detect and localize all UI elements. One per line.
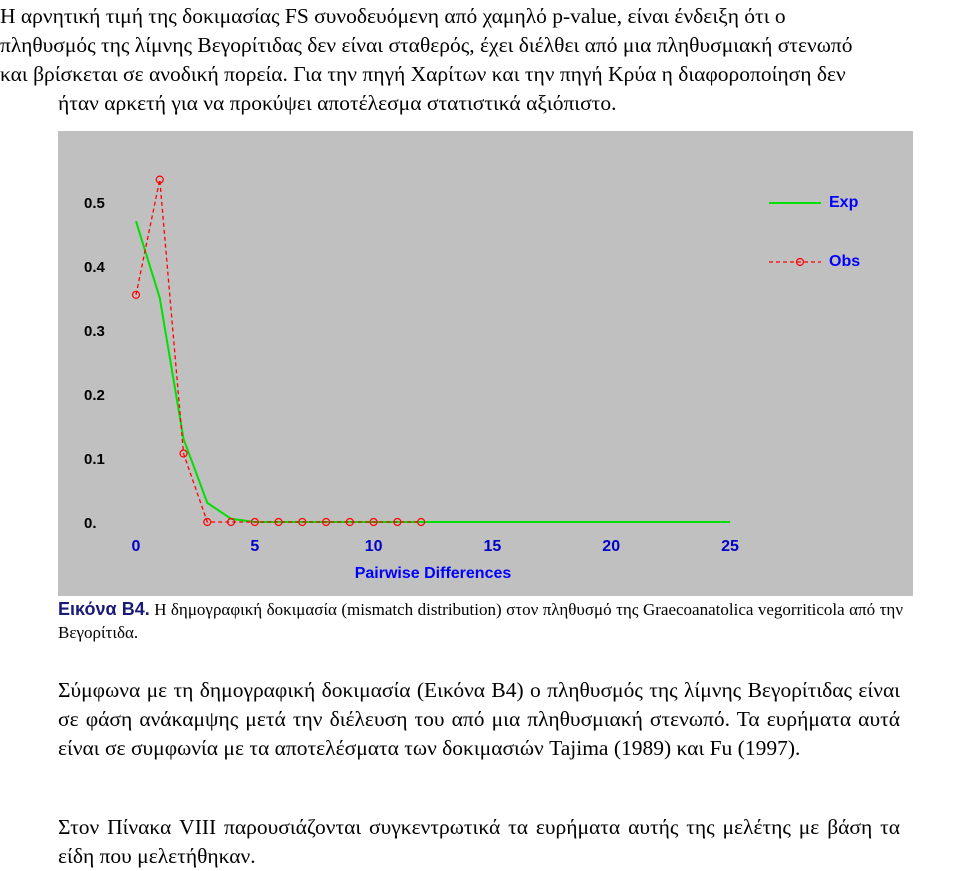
x-tick-label: 5 [250, 538, 260, 555]
intro-line: πληθυσμός της λίμνης Βεγορίτιδας δεν είναι σταθερός, έχει διέλθει από μια πληθυσμιακή στενωπό [0, 33, 853, 57]
legend-exp-label: Exp [829, 194, 859, 211]
y-tick-label: 0.5 [84, 195, 105, 212]
plot-area [125, 161, 740, 525]
y-tick-label: 0. [84, 515, 97, 532]
legend-obs-label: Obs [829, 253, 861, 270]
x-tick-label: 10 [364, 538, 383, 555]
intro-line: και βρίσκεται σε ανοδική πορεία. Για την πηγή Χαρίτων και την πηγή Κρύα η διαφοροποίηση δεν [0, 62, 846, 86]
series-exp-line [136, 221, 730, 522]
intro-line: ήταν αρκετή για να προκύψει αποτέλεσμα στατιστικά αξιόπιστο. [58, 91, 617, 115]
y-tick-label: 0.2 [84, 387, 105, 404]
mismatch-chart [58, 131, 913, 596]
figure-label: Εικόνα Β4. [58, 599, 150, 619]
x-tick-label: 20 [602, 538, 621, 555]
intro-line: Η αρνητική τιμή της δοκιμασίας FS συνοδευόμενη από χαμηλό p-value, είναι ένδειξη ότι ο [0, 4, 786, 28]
y-tick-label: 0.4 [84, 259, 105, 276]
x-tick-label: 0 [131, 538, 141, 555]
results-paragraph: Σύμφωνα με τη δημογραφική δοκιμασία (Εικόνα Β4) ο πληθυσμός της λίμνης Βεγορίτιδας είναι σε φάση ανάκαμψης μετά την διέλευση του από μια πληθυσμιακή στενωπό. Τα ευρήματα αυτά είναι σε συμφωνία με τα αποτελέσματα των δοκιμασιών Tajima (1989) και Fu (1997). [58, 678, 900, 760]
y-tick-label: 0.1 [84, 451, 105, 468]
y-tick-label: 0.3 [84, 323, 105, 340]
figure-caption [58, 598, 903, 644]
intro-paragraph [0, 2, 960, 118]
x-tick-label: 25 [721, 538, 739, 555]
figure-caption-text: Η δημογραφική δοκιμασία (mismatch distribution) στον πληθυσμό της Graecoanatolica vegorriticola από την Βεγορίτιδα. [58, 600, 903, 642]
x-axis-label: Pairwise Differences [354, 565, 512, 582]
mismatch-distribution-figure [58, 131, 913, 596]
x-tick-label: 15 [483, 538, 502, 555]
summary-paragraph: Στον Πίνακα VIII παρουσιάζονται συγκεντρωτικά τα ευρήματα αυτής της μελέτης με βάση τα είδη που μελετήθηκαν. [58, 815, 900, 868]
series-obs-line [136, 180, 421, 522]
